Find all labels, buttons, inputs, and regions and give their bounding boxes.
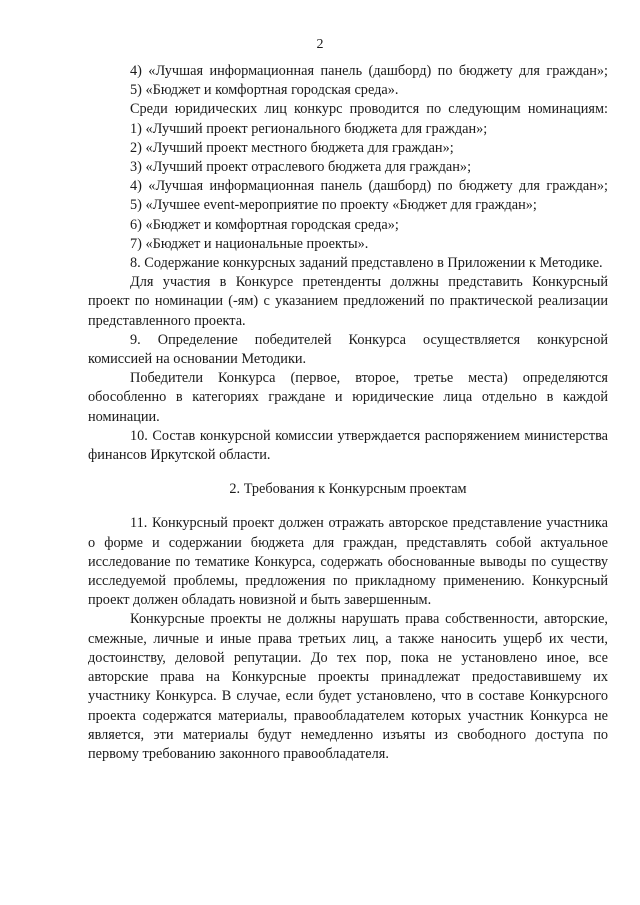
clause-8: 8. Содержание конкурсных заданий представлено в Приложении к Методике. bbox=[130, 255, 603, 272]
nomination-item: 6) «Бюджет и комфортная городская среда»; bbox=[130, 216, 399, 233]
winners-paragraph: Победители Конкурса (первое, второе, третье места) определяются обособленно в категориях граждане и юридические лица отдельно в каждой номинации. bbox=[88, 370, 608, 425]
participation-paragraph: Для участия в Конкурсе претенденты должны представить Конкурсный проект по номинации (-ям) с указанием предложений по практической реализации представленного проекта. bbox=[88, 274, 608, 329]
nomination-item: 5) «Лучшее event-мероприятие по проекту «Бюджет для граждан»; bbox=[130, 197, 537, 214]
nomination-item: 5) «Бюджет и комфортная городская среда». bbox=[130, 82, 399, 99]
clause-9: 9. Определение победителей Конкурса осуществляется конкурсной комиссией на основании Методики. bbox=[88, 331, 608, 368]
document-body bbox=[88, 62, 608, 764]
nomination-item: 4) «Лучшая информационная панель (дашборд) по бюджету для граждан»; bbox=[130, 63, 608, 79]
section-heading: 2. Требования к Конкурсным проектам bbox=[229, 481, 467, 498]
page-number: 2 bbox=[316, 37, 324, 52]
nomination-item: 1) «Лучший проект регионального бюджета для граждан»; bbox=[130, 120, 488, 137]
nomination-item: 2) «Лучший проект местного бюджета для граждан»; bbox=[130, 139, 454, 156]
legal-entities-intro: Среди юридических лиц конкурс проводится по следующим номинациям: bbox=[130, 101, 608, 118]
nomination-item: 3) «Лучший проект отраслевого бюджета для граждан»; bbox=[130, 159, 472, 176]
clause-10: 10. Состав конкурсной комиссии утверждается распоряжением министерства финансов Иркутской области. bbox=[88, 427, 608, 464]
clause-11: 11. Конкурсный проект должен отражать авторское представление участника о форме и содержании бюджета для граждан, представлять собой актуальное исследование по тематике Конкурса, содержать обоснованные выводы по существу исследуемой проблемы, предложения по прикладному применению. Конкурсный проект должен обладать новизной и быть завершенным. bbox=[88, 515, 608, 609]
nomination-item: 4) «Лучшая информационная панель (дашборд) по бюджету для граждан»; bbox=[130, 178, 608, 195]
nomination-item: 7) «Бюджет и национальные проекты». bbox=[130, 235, 369, 252]
copyright-paragraph: Конкурсные проекты не должны нарушать права собственности, авторские, смежные, личные и иные права третьих лиц, а также наносить ущерб их чести, достоинству, деловой репутации. До тех пор, пока не установлено иное, все авторские права на Конкурсные проекты принадлежат предоставившему их участнику Конкурса. В случае, если будет установлено, что в составе Конкурсного проекта содержатся материалы, правообладателем которых участник Конкурса не является, эти материалы будут немедленно изъяты из свободного доступа по первому требованию законного правообладателя. bbox=[88, 611, 608, 762]
